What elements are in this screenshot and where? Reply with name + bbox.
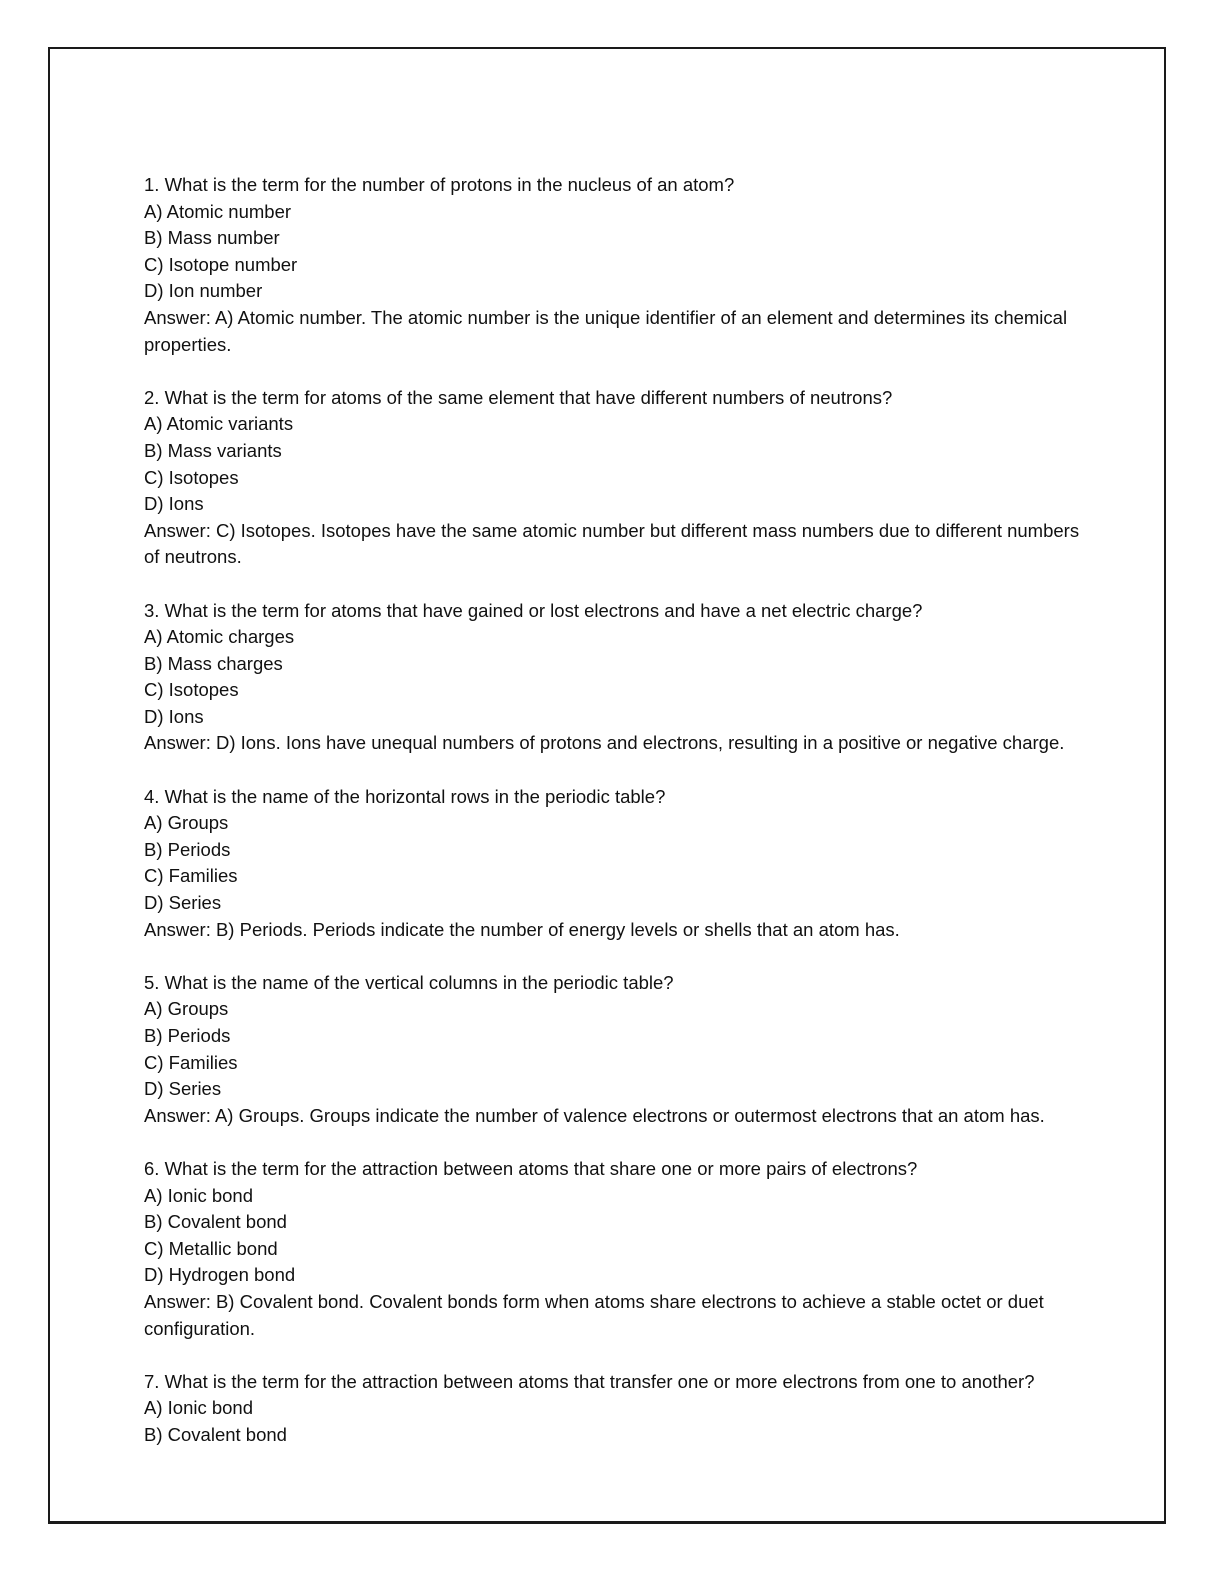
option-a: A) Atomic charges	[144, 626, 295, 648]
option-b: B) Periods	[144, 1025, 231, 1046]
option-d: D) Series	[144, 1078, 222, 1100]
answer-text: Answer: A) Atomic number. The atomic number is the unique identifier of an element and determines its chemical properties.	[144, 306, 1068, 355]
option-c: C) Isotopes	[144, 679, 239, 701]
question-text: 4. What is the name of the horizontal rows in the periodic table?	[144, 785, 666, 807]
option-c: C) Isotopes	[144, 466, 239, 488]
question-text: 5. What is the name of the vertical columns in the periodic table?	[144, 971, 674, 993]
option-a: A) Groups	[144, 998, 229, 1020]
question-block-3	[144, 598, 1094, 758]
option-a: A) Atomic variants	[144, 413, 294, 435]
answer-text: Answer: B) Periods. Periods indicate the number of energy levels or shells that an atom has.	[144, 918, 900, 940]
option-c: C) Families	[144, 1051, 238, 1073]
question-text: 7. What is the term for the attraction between atoms that transfer one or more electrons from one to another?	[144, 1370, 1035, 1392]
question-block-4	[144, 784, 1094, 944]
option-a: A) Groups	[144, 812, 229, 834]
option-b: B) Mass charges	[144, 652, 283, 674]
option-b: B) Covalent bond	[144, 1211, 287, 1233]
question-block-7	[144, 1369, 1094, 1449]
option-a: A) Ionic bond	[144, 1397, 254, 1419]
question-text: 2. What is the term for atoms of the same element that have different numbers of neutrons?	[144, 386, 893, 408]
page-frame	[48, 47, 1166, 1524]
question-text: 1. What is the term for the number of protons in the nucleus of an atom?	[144, 174, 735, 195]
option-c: C) Families	[144, 865, 238, 887]
option-b: B) Mass variants	[144, 439, 282, 461]
option-b: B) Covalent bond	[144, 1423, 287, 1445]
option-d: D) Hydrogen bond	[144, 1264, 296, 1286]
answer-text: Answer: B) Covalent bond. Covalent bonds form when atoms share electrons to achieve a stable octet or duet configuration.	[144, 1290, 1044, 1339]
question-block-2	[144, 385, 1094, 571]
option-a: A) Atomic number	[144, 200, 292, 222]
option-c: C) Metallic bond	[144, 1237, 278, 1259]
question-text: 3. What is the term for atoms that have gained or lost electrons and have a net electric charge?	[144, 599, 923, 621]
option-c: C) Isotope number	[144, 253, 298, 275]
answer-text: Answer: D) Ions. Ions have unequal numbers of protons and electrons, resulting in a positive or negative charge.	[144, 732, 1065, 754]
answer-text: Answer: A) Groups. Groups indicate the number of valence electrons or outermost electrons that an atom has.	[144, 1104, 1045, 1126]
answer-text: Answer: C) Isotopes. Isotopes have the same atomic number but different mass numbers due to different numbers of neutrons.	[144, 519, 1080, 568]
option-d: D) Ions	[144, 493, 204, 515]
question-block-6	[144, 1156, 1094, 1342]
option-b: B) Mass number	[144, 227, 280, 249]
quiz-content	[144, 172, 1094, 1475]
question-block-1	[144, 172, 1094, 358]
option-d: D) Ion number	[144, 280, 263, 302]
option-d: D) Ions	[144, 705, 204, 727]
question-text: 6. What is the term for the attraction between atoms that share one or more pairs of electrons?	[144, 1157, 918, 1179]
option-d: D) Series	[144, 892, 222, 914]
question-block-5	[144, 970, 1094, 1130]
option-a: A) Ionic bond	[144, 1184, 254, 1206]
option-b: B) Periods	[144, 838, 231, 860]
